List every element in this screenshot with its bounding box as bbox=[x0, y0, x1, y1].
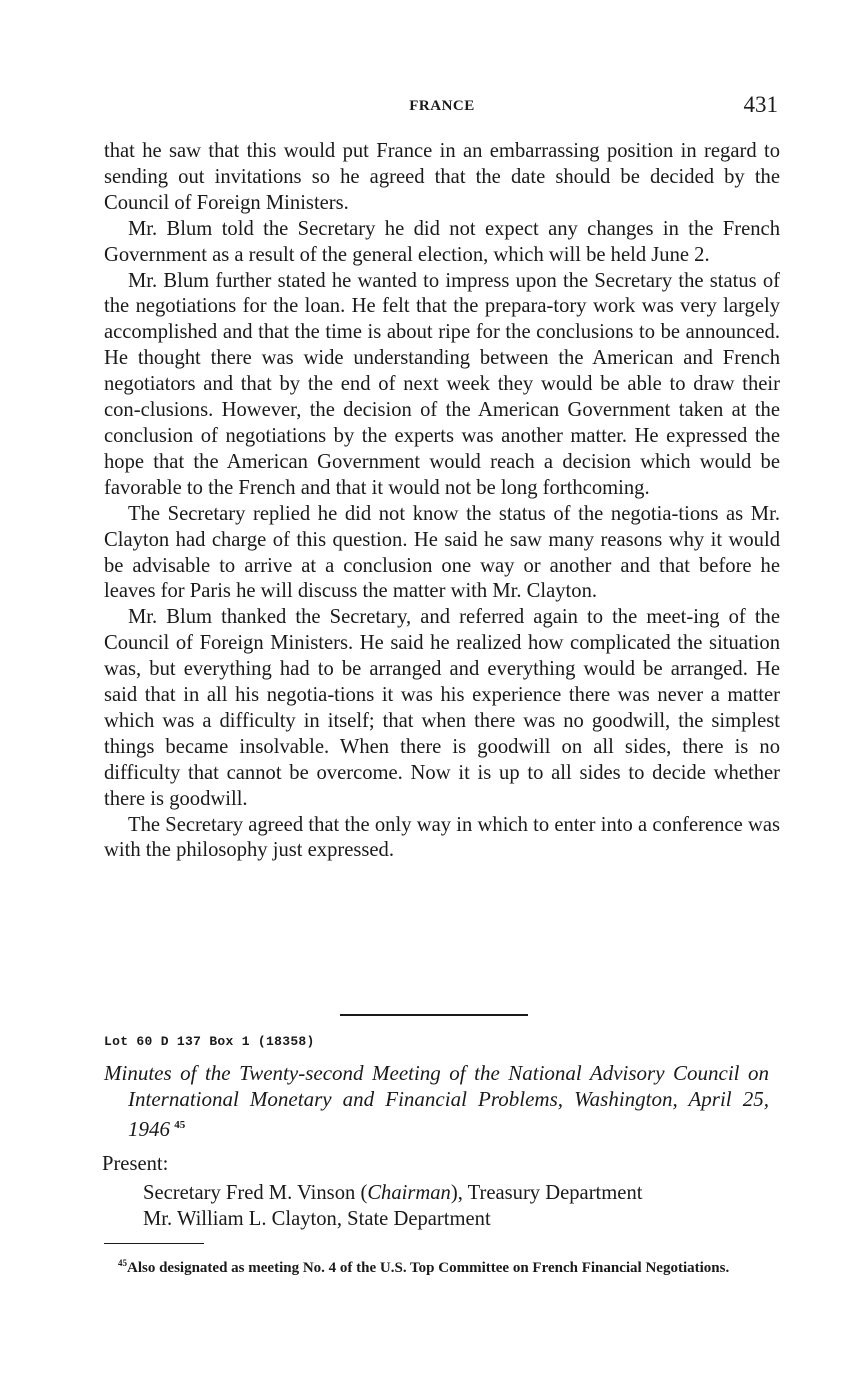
attendee-name: Secretary Fred M. Vinson ( bbox=[143, 1182, 368, 1204]
attendee-name: Mr. William L. Clayton, State Department bbox=[143, 1208, 491, 1230]
footnote-text: Also designated as meeting No. 4 of the U.S. Top Committee on French Financial Negotiations. bbox=[127, 1260, 730, 1276]
paragraph: Mr. Blum told the Secretary he did not expect any changes in the French Government as a result of the general election, which will be held June 2. bbox=[104, 217, 780, 266]
paragraph: Mr. Blum thanked the Secretary, and referred again to the meet-ing of the Council of Foreign Ministers. He said he realized how complicated the situation was, but everything had to be arranged and everything would be arranged. He said that in all his negotia-tions it was his experience there was never a matter which was a difficulty in itself; that when there was no goodwill, the simplest things became insolvable. When there is goodwill on all sides, there is no difficulty that cannot be overcome. Now it is up to all sides to decide whether there is goodwill. bbox=[104, 606, 780, 810]
footnote-divider bbox=[104, 1243, 204, 1244]
footnote-reference: 45 bbox=[174, 1119, 186, 1131]
source-citation: Lot 60 D 137 Box 1 (18358) bbox=[104, 1034, 315, 1049]
paragraph: that he saw that this would put France in an embarrassing position in regard to sending out invitations so he agreed that the date should be decided by the Council of Foreign Ministers. bbox=[104, 140, 780, 214]
paragraph: The Secretary agreed that the only way in which to enter into a conference was with the philosophy just expressed. bbox=[104, 813, 780, 862]
body-text bbox=[104, 139, 780, 864]
running-title: FRANCE bbox=[409, 98, 475, 114]
attendee-list bbox=[143, 1180, 642, 1232]
attendee bbox=[143, 1206, 642, 1232]
paragraph: The Secretary replied he did not know the status of the negotia-tions as Mr. Clayton had charge of this question. He said he saw many reasons why it would be advisable to arrive at a conclusion one way or another and that before he leaves for Paris he will discuss the matter with Mr. Clayton. bbox=[104, 502, 780, 603]
attendee-department: ), Treasury Department bbox=[450, 1182, 643, 1204]
footnote bbox=[104, 1254, 766, 1277]
attendee bbox=[143, 1180, 642, 1206]
document-title-text: Minutes of the Twenty-second Meeting of the National Advisory Council on International Monetary and Financial Problems, Washington, April 25, 1946 bbox=[104, 1061, 769, 1141]
attendee-role: Chairman bbox=[367, 1182, 451, 1204]
document-title bbox=[104, 1060, 769, 1142]
running-head bbox=[104, 92, 780, 122]
footnote-number: 45 bbox=[118, 1258, 127, 1268]
page-number: 431 bbox=[743, 92, 778, 117]
paragraph: Mr. Blum further stated he wanted to impress upon the Secretary the status of the negotiations for the loan. He felt that the prepara-tory work was very largely accomplished and that the time is about ripe for the conclusions to be announced. He thought there was wide understanding between the American and French negotiators and that by the end of next week they would be able to draw their con-clusions. However, the decision of the American Government taken at the conclusion of negotiations by the experts was another matter. He expressed the hope that the American Government would reach a decision which would be favorable to the French and that it would not be long forthcoming. bbox=[104, 269, 780, 499]
present-label: Present: bbox=[102, 1153, 169, 1175]
section-divider bbox=[340, 1014, 528, 1016]
